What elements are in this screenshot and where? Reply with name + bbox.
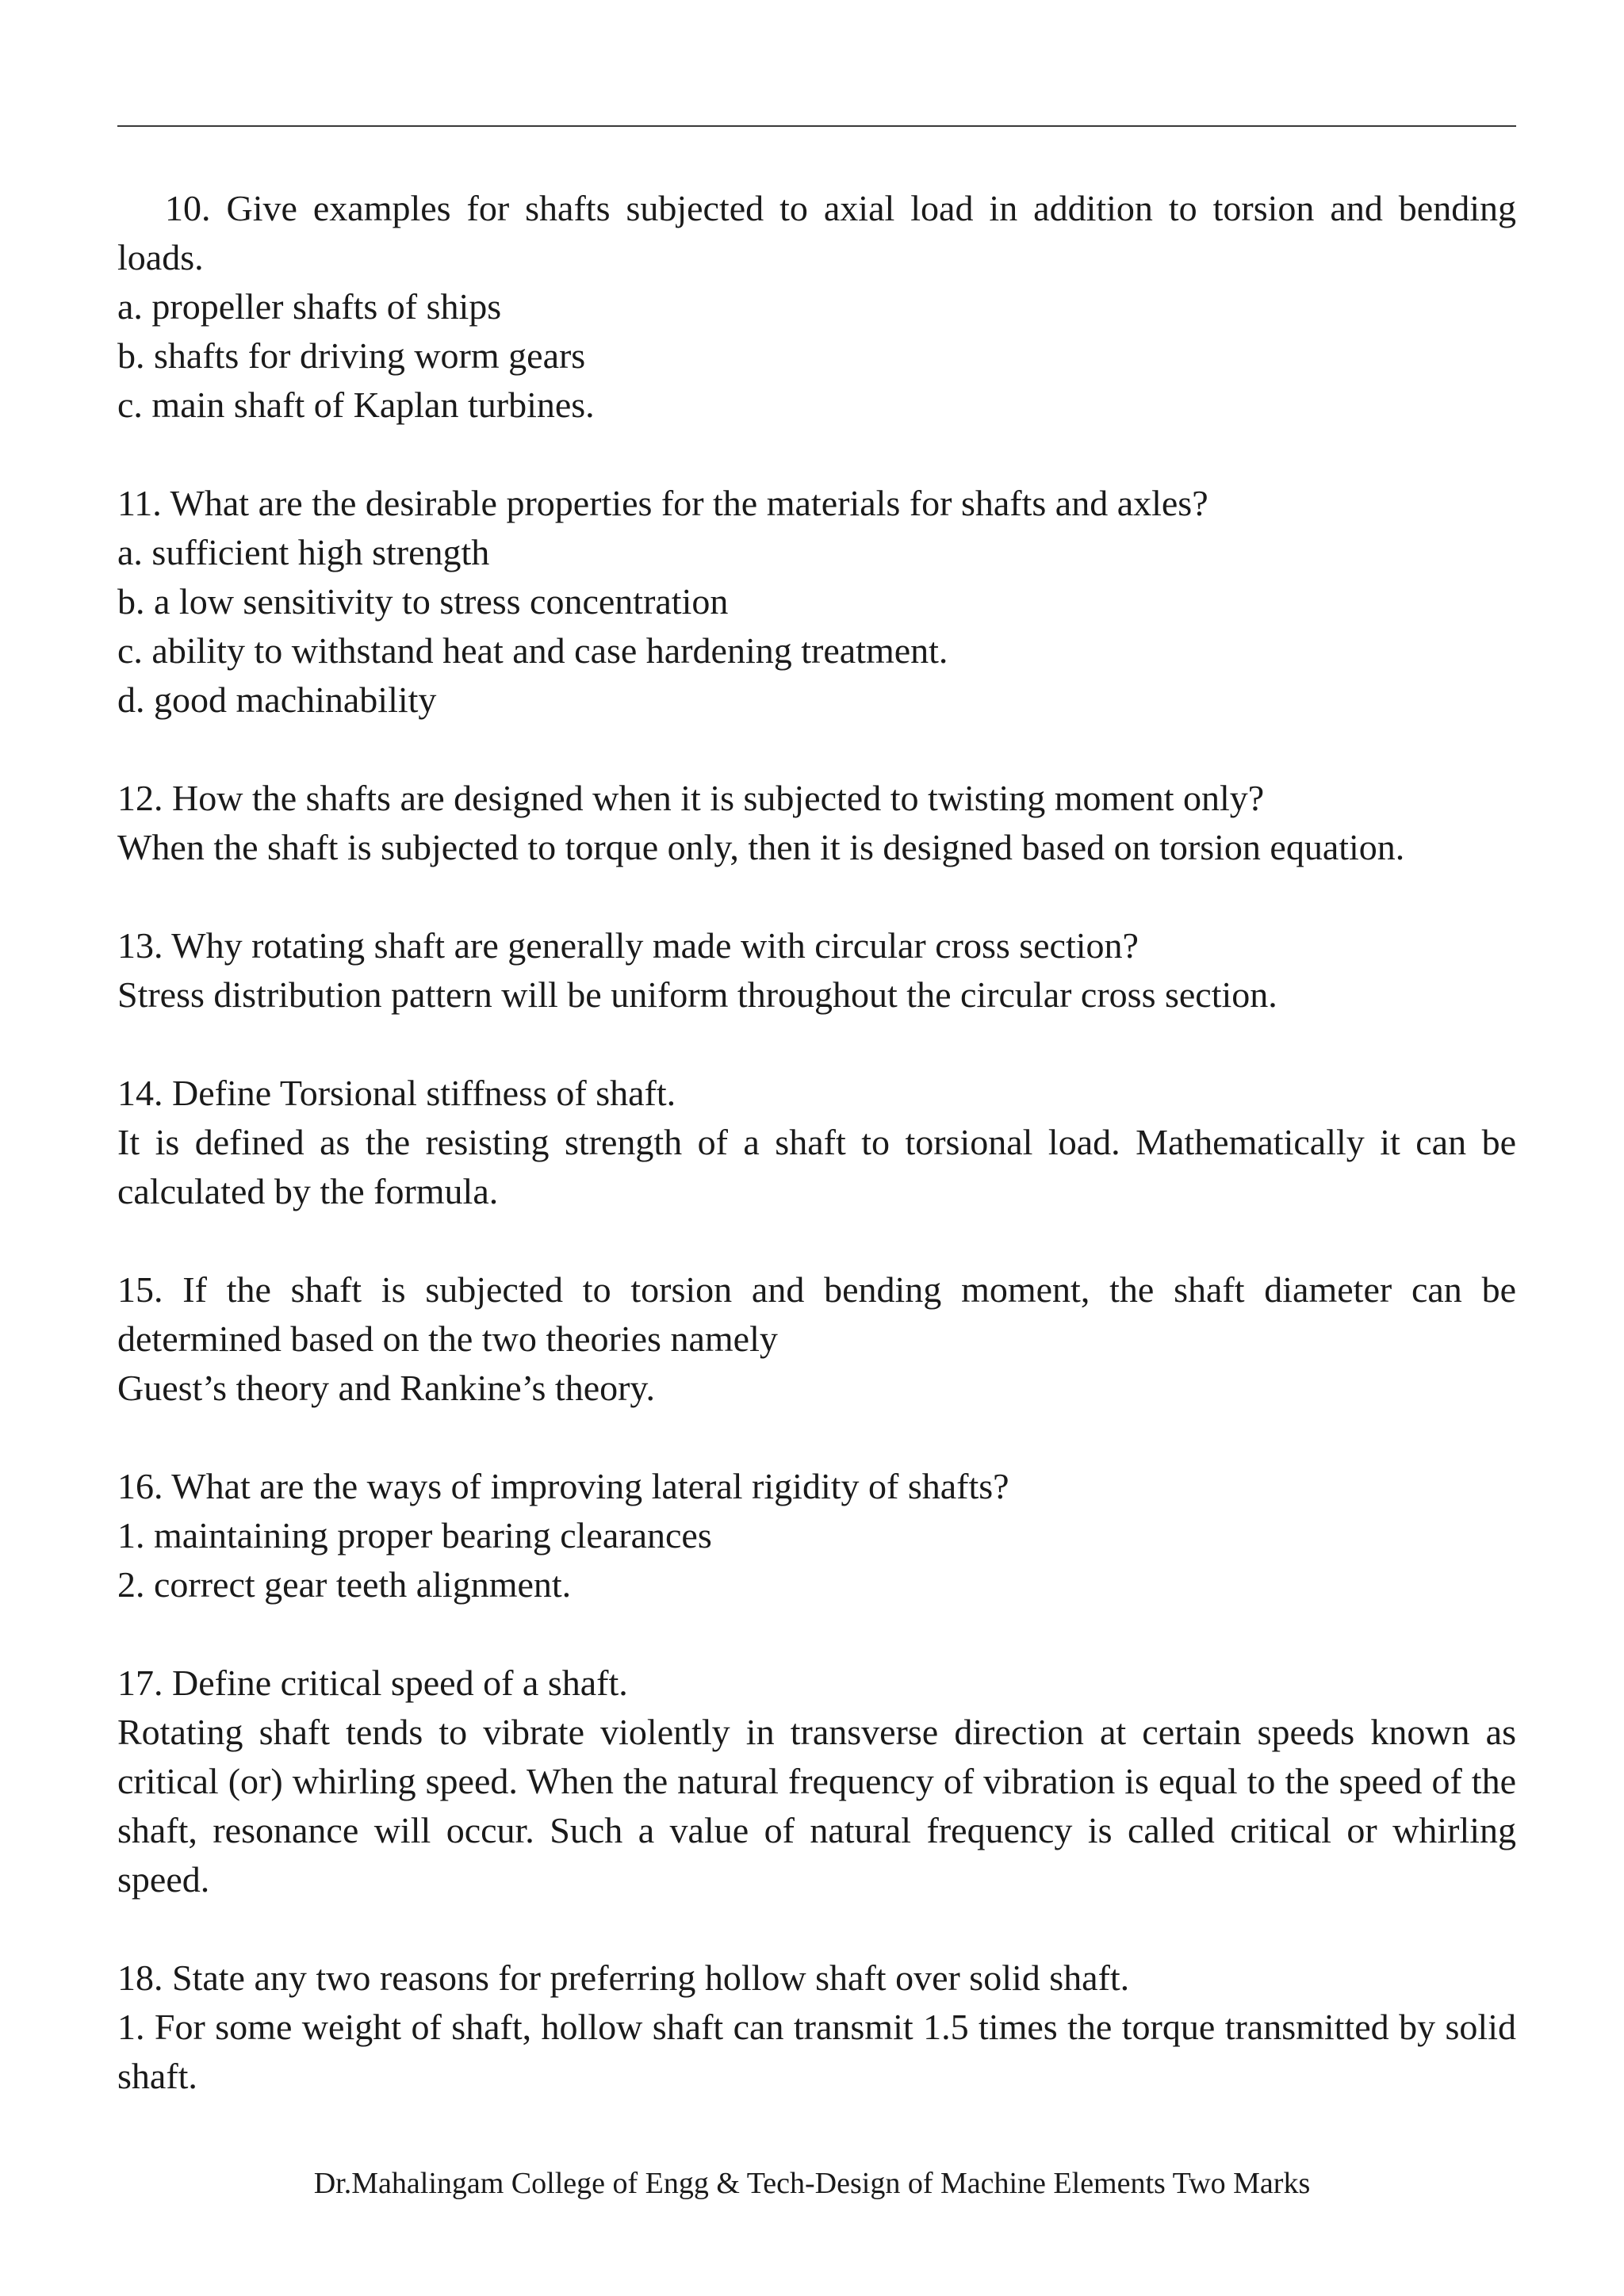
answer-text: It is defined as the resisting strength of a shaft to torsional load. Mathematically it can be calculated by the formula. (117, 1122, 1516, 1211)
question-text: 15. If the shaft is subjected to torsion and bending moment, the shaft diameter can be determined based on the two theories namely (117, 1269, 1516, 1359)
question-text: 16. What are the ways of improving lateral rigidity of shafts? (117, 1466, 1009, 1506)
question-block-13 (117, 921, 1516, 1020)
list-item: d. good machinability (117, 679, 437, 720)
answer-text: Rotating shaft tends to vibrate violently in transverse direction at certain speeds known as critical (or) whirling speed. When the natural frequency of vibration is equal to the speed of the shaft, resonance will occur. Such a value of natural frequency is called critical or whirling speed. (117, 1712, 1516, 1900)
list-item: c. main shaft of Kaplan turbines. (117, 385, 595, 425)
question-block-10 (117, 184, 1516, 430)
list-item: 2. correct gear teeth alignment. (117, 1564, 572, 1605)
page-footer: Dr.Mahalingam College of Engg & Tech-Design of Machine Elements Two Marks (313, 2167, 1311, 2200)
question-block-14 (117, 1069, 1516, 1216)
question-text: 11. What are the desirable properties for the materials for shafts and axles? (117, 483, 1208, 523)
question-text: 18. State any two reasons for preferring hollow shaft over solid shaft. (117, 1957, 1130, 1998)
question-block-16 (117, 1462, 1516, 1609)
question-text: 12. How the shafts are designed when it is subjected to twisting moment only? (117, 778, 1265, 818)
question-block-11 (117, 479, 1516, 725)
header-rule (117, 125, 1516, 127)
answer-text: Guest’s theory and Rankine’s theory. (117, 1368, 655, 1408)
list-item: a. propeller shafts of ships (117, 286, 502, 327)
question-block-18 (117, 1954, 1516, 2101)
question-block-15 (117, 1265, 1516, 1413)
list-item: b. shafts for driving worm gears (117, 335, 586, 376)
list-item: 1. maintaining proper bearing clearances (117, 1515, 712, 1556)
list-item: b. a low sensitivity to stress concentration (117, 581, 729, 622)
question-text: 10. Give examples for shafts subjected to axial load in addition to torsion and bending loads. (117, 188, 1516, 277)
answer-text: Stress distribution pattern will be uniform throughout the circular cross section. (117, 974, 1277, 1015)
answer-text: 1. For some weight of shaft, hollow shaft can transmit 1.5 times the torque transmitted by solid shaft. (117, 2007, 1516, 2096)
question-block-12 (117, 774, 1516, 872)
question-text: 13. Why rotating shaft are generally made with circular cross section? (117, 925, 1139, 966)
list-item: a. sufficient high strength (117, 532, 490, 572)
document-body (117, 184, 1516, 2150)
answer-text: When the shaft is subjected to torque only, then it is designed based on torsion equation. (117, 827, 1405, 867)
question-text: 14. Define Torsional stiffness of shaft. (117, 1073, 676, 1113)
question-block-17 (117, 1659, 1516, 1904)
list-item: c. ability to withstand heat and case hardening treatment. (117, 630, 948, 671)
question-text: 17. Define critical speed of a shaft. (117, 1663, 628, 1703)
